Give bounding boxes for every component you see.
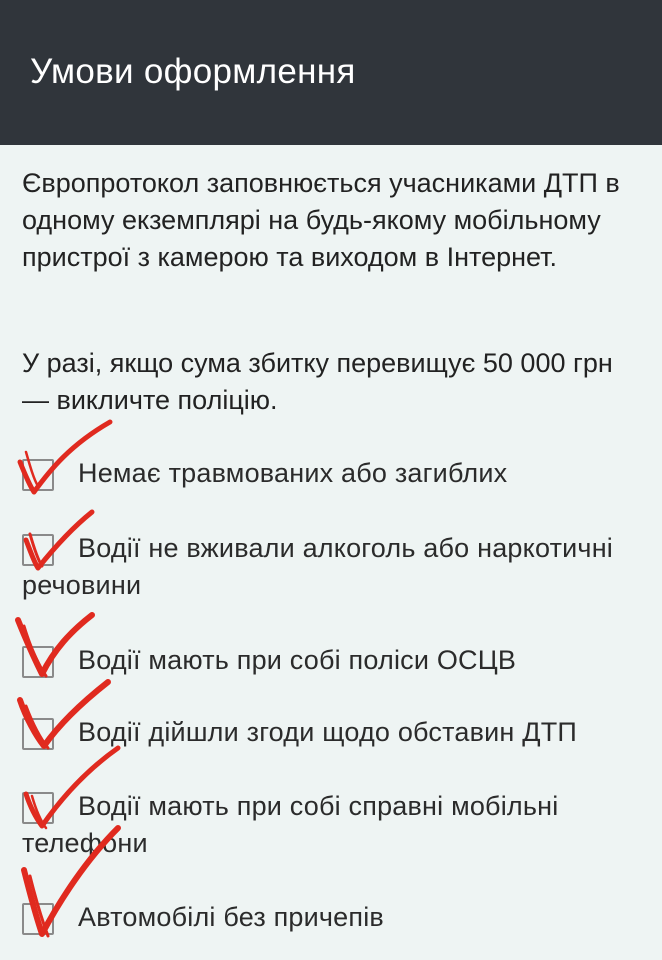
page-title: Умови оформлення [30, 52, 356, 91]
condition-phones[interactable] [22, 788, 647, 862]
condition-no-trailers[interactable] [22, 899, 647, 936]
checkbox[interactable] [22, 718, 54, 750]
condition-agreement[interactable] [22, 714, 647, 751]
condition-label: Водії не вживали алкоголь або наркотичні речовини [22, 533, 614, 600]
checkbox[interactable] [22, 792, 54, 824]
checkbox[interactable] [22, 459, 54, 491]
checkbox[interactable] [22, 646, 54, 678]
intro-paragraph: Європротокол заповнюється учасниками ДТП в одному екземплярі на будь-якому мобільному пристрої з камерою та виходом в Інтернет. [22, 168, 620, 272]
condition-label: Немає травмованих або загиблих [78, 458, 508, 488]
condition-label: Автомобілі без причепів [78, 902, 384, 932]
condition-no-alcohol[interactable] [22, 530, 647, 604]
condition-insurance[interactable] [22, 642, 647, 679]
app-header [0, 0, 662, 145]
conditions-panel [0, 145, 662, 960]
checkbox[interactable] [22, 534, 54, 566]
condition-no-injuries[interactable] [22, 455, 647, 492]
condition-label: Водії мають при собі справні мобільні телефони [22, 791, 559, 858]
condition-label: Водії дійшли згоди щодо обставин ДТП [78, 717, 578, 747]
condition-label: Водії мають при собі поліси ОСЦВ [78, 645, 517, 675]
checkbox[interactable] [22, 903, 54, 935]
police-warning-paragraph: У разі, якщо сума збитку перевищує 50 000 грн — викличте поліцію. [22, 348, 613, 415]
